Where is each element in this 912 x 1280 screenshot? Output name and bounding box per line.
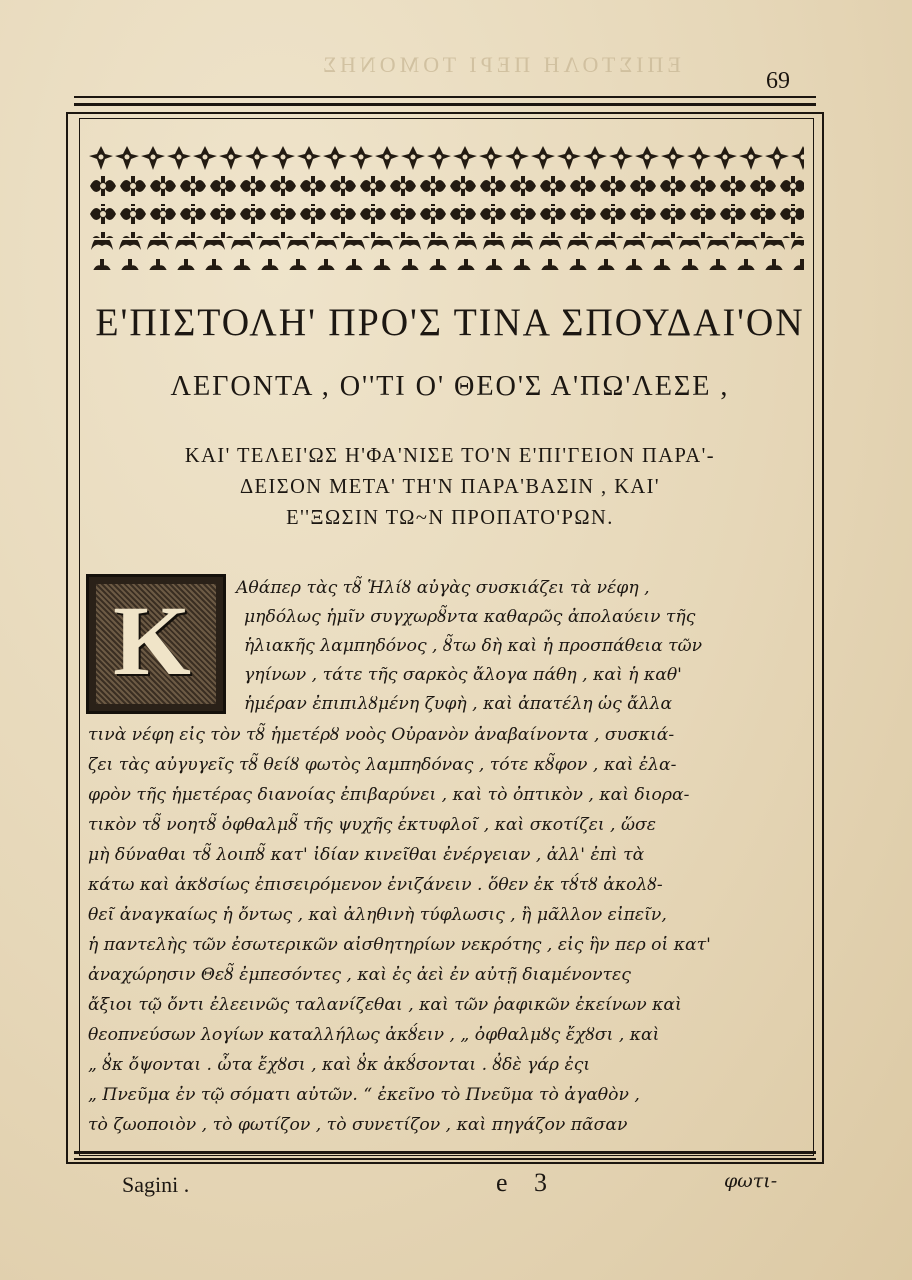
signature-mark: e 3 [496, 1168, 558, 1197]
body-line: ἀναχώρησιν Θεȣ̃ ἐμπεσόντες , καὶ ἐς ἀεὶ ἐν αὐτῇ διαμένοντες [88, 965, 631, 985]
body-line: κάτω καὶ ἀκȣσίως ἐπισειρόμενον ἐνιζάνειν . ὅθεν ἐκ τȣ́τȣ ἀκολȣ- [88, 875, 663, 895]
header-rule-top [74, 96, 816, 98]
body-line: τὸ ζωοποιὸν , τὸ φωτίζον , τὸ συνετίζον , καὶ πηγάζον πᾶσαν [88, 1115, 628, 1135]
title-line-3a: ΚΑΙ' ΤΕΛΕΙ'ΩΣ Η'ΦΑ'ΝΙΣΕ ΤΟ'Ν Ε'ΠΙ'ΓΕΙΟΝ ΠΑΡΑ'- [184, 443, 716, 467]
body-line: ἄξιοι τῷ ὄντι ἐλεεινῶς ταλανίζεθαι , καὶ τῶν ῥαφικῶν ἐκείνων καὶ [88, 995, 682, 1015]
body-line: μὴ δύναθαι τȣ̃ λοιπȣ̃ κατ' ἰδίαν κινεῖθαι ἐνέργειαν , ἀλλ' ἐπὶ τὰ [88, 845, 645, 865]
title-line-2: ΛΕΓΟΝΤΑ , Ο''ΤΙ Ο' ΘΕΟ'Σ Α'ΠΩ'ΛΕΣΕ , [170, 370, 730, 402]
body-line: „ ȣ̓κ ὄψονται . ὦτα ἔχȣσι , καὶ ȣ̓κ ἀκȣ́σονται . ȣ̓δὲ γάρ ἐςι [88, 1055, 591, 1075]
headpiece-ornament [88, 144, 804, 274]
body-line: ἡλιακῆς λαμπηδόνος , ȣ̃τω δὴ καὶ ἡ προσπάθεια τῶν [244, 636, 703, 656]
body-line: θεοπνεύσων λογίων καταλλήλως ἀκȣ́ειν , „ ὀφθαλμȣς ἔχȣσι , καὶ [88, 1025, 660, 1045]
body-line: μηδόλως ἡμῖν συγχωρȣ̃ντα καθαρῶς ἀπολαύειν τῆς [244, 607, 696, 627]
footer-rule-bottom [74, 1158, 816, 1160]
title-line-3b: ΔΕΙΣΟΝ ΜΕΤΑ' ΤΗ'Ν ΠΑΡΑ'ΒΑΣΙΝ , ΚΑΙ' [239, 474, 661, 498]
page-number: 69 [766, 68, 790, 94]
body-line: γηίνων , τάτε τῆς σαρκὸς ἄλογα πάθη , καὶ ἡ καθ' [244, 665, 682, 685]
body-line: Αθάπερ τὰς τȣ̃ Ἡλίȣ αὐγὰς συσκιάζει τὰ νέφη , [236, 578, 650, 598]
drop-cap-woodcut [86, 574, 226, 714]
body-line: τινὰ νέφη εἰς τὸν τȣ̃ ἡμετέρȣ νοὸς Οὐρανὸν ἀναβαίνοντα , συσκιά- [88, 725, 675, 745]
title-line-3c: Ε''ΞΩΣΙΝ ΤΩ~Ν ΠΡΟΠΑΤΟ'ΡΩΝ. [286, 505, 614, 529]
drop-cap-letter: K [113, 585, 191, 696]
body-line: θεῖ ἀναγκαίως ἡ ὄντως , καὶ ἀληθινὴ τύφλωσις , ἢ μᾶλλον εἰπεῖν, [88, 905, 667, 925]
body-line: φρὸν τῆς ἡμετέρας διανοίας ἐπιβαρύνει , καὶ τὸ ὀπτικὸν , καὶ διορα- [88, 785, 690, 805]
signature-text: Sagini . [122, 1172, 190, 1197]
body-line: „ Πνεῦμα ἐν τῷ σόματι αὐτῶν. “ ἐκεῖνο τὸ Πνεῦμα τὸ ἀγαθὸν , [88, 1085, 640, 1105]
body-line: ἡ παντελὴς τῶν ἐσωτερικῶν αἰσθητηρίων νεκρότης , εἰς ἣν περ οἱ κατ' [88, 935, 711, 955]
body-line: τικὸν τȣ̃ νοητȣ̃ ὀφθαλμȣ̃ τῆς ψυχῆς ἐκτυφλοῖ , καὶ σκοτίζει , ὥσε [88, 815, 656, 835]
title-line-3 [80, 440, 820, 533]
body-line: ζει τὰς αὐγυγεῖς τȣ̃ θείȣ φωτὸς λαμπηδόνας , τότε κȣ̃φον , καὶ ἐλα- [88, 755, 677, 775]
catchword: φωτι- [724, 1170, 778, 1192]
show-through-running-head: ΕΠΙΣΤΟΛΗ ΠΕΡΙ ΤΟΜΟΝΗΣ [319, 52, 681, 77]
footer-rule-top [74, 1151, 816, 1154]
header-rule-bottom [74, 103, 816, 106]
title-line-1: Ε'ΠΙΣΤΟΛΗ' ΠΡΟ'Σ ΤΙΝΑ ΣΠΟΥΔΑΙ'ΟΝ [95, 301, 805, 344]
body-line: ἡμέραν ἐπιπιλȣμένη ζυφὴ , καὶ ἀπατέλη ὡς ἄλλα [244, 694, 673, 714]
